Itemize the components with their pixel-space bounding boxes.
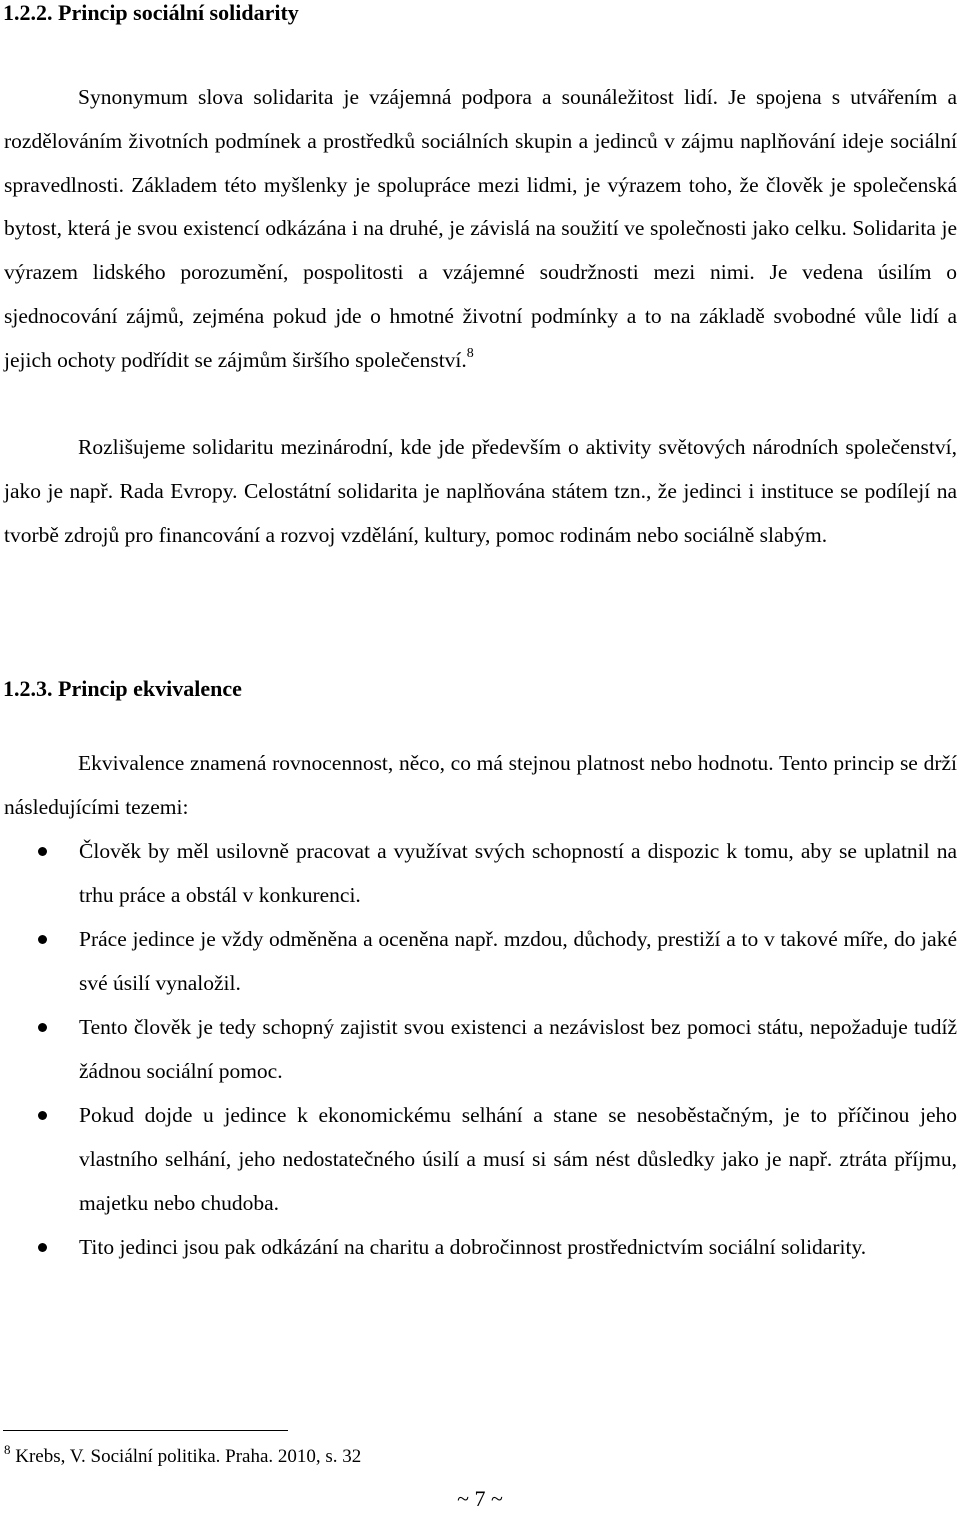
footnote-reference[interactable]: 8 <box>466 345 474 361</box>
list-item <box>0 1225 957 1269</box>
bullet-icon <box>38 1243 47 1252</box>
list-item <box>0 829 957 917</box>
page-number: ~ 7 ~ <box>457 1486 503 1511</box>
bullet-icon <box>38 1023 47 1032</box>
list-item-text: Tento člověk je tedy schopný zajistit svou existenci a nezávislost bez pomoci státu, nepožaduje tudíž žádnou sociální pomoc. <box>79 1015 957 1083</box>
footnote-number: 8 <box>4 1442 11 1457</box>
section-heading-solidarity: 1.2.2. Princip sociální solidarity <box>3 0 299 25</box>
paragraph-solidarity-definition <box>4 76 957 383</box>
list-item-text: Člověk by měl usilovně pracovat a využívat svých schopností a dispozic k tomu, aby se uplatnil na trhu práce a obstál v konkurenci. <box>79 839 957 907</box>
list-item-text: Tito jedinci jsou pak odkázání na charitu a dobročinnost prostřednictvím sociální solidarity. <box>79 1235 867 1259</box>
section-heading-equivalence: 1.2.3. Princip ekvivalence <box>3 676 242 701</box>
equivalence-theses-list <box>0 829 960 1269</box>
bullet-icon <box>38 847 47 856</box>
bullet-icon <box>38 1111 47 1120</box>
paragraph-text: Ekvivalence znamená rovnocennost, něco, co má stejnou platnost nebo hodnotu. Tento princip se drží následujícími tezemi: <box>4 751 957 819</box>
list-item-text: Pokud dojde u jedince k ekonomickému selhání a stane se nesoběstačným, je to příčinou jeho vlastního selhání, jeho nedostatečného úsilí a musí si sám nést důsledky jako je např. ztráta příjmu, majetku nebo chudoba. <box>79 1103 957 1215</box>
footnote <box>4 1442 362 1469</box>
list-item-text: Práce jedince je vždy odměněna a oceněna např. mzdou, důchody, prestiží a to v takové míře, do jaké své úsilí vynaložil. <box>79 927 957 995</box>
list-item <box>0 1093 957 1225</box>
paragraph-equivalence-definition <box>4 742 957 830</box>
list-item <box>0 917 957 1005</box>
list-item <box>0 1005 957 1093</box>
bullet-icon <box>38 935 47 944</box>
footnote-text: Krebs, V. Sociální politika. Praha. 2010, s. 32 <box>15 1446 362 1467</box>
paragraph-text: Rozlišujeme solidaritu mezinárodní, kde jde především o aktivity světových národních společenství, jako je např. Rada Evropy. Celostátní solidarita je naplňována státem tzn., že jedinci i instituce se podílejí na tvorbě zdrojů pro financování a rozvoj vzdělání, kultury, pomoc rodinám nebo sociálně slabým. <box>4 435 957 547</box>
paragraph-text: Synonymum slova solidarita je vzájemná podpora a sounáležitost lidí. Je spojena s utvářením a rozdělováním životních podmínek a prostředků sociálních skupin a jedinců v zájmu naplňování ideje sociální spravedlnosti. Základem této myšlenky je spolupráce mezi lidmi, je výrazem toho, že člověk je společenská bytost, která je svou existencí odkázána i na druhé, je závislá na soužití ve společnosti jako celku. Solidarita je výrazem lidského porozumění, pospolitosti a vzájemné soudržnosti mezi nimi. Je vedena úsilím o sjednocování zájmů, zejména pokud jde o hmotné životní podmínky a to na základě svobodné vůle lidí a jejich ochoty podřídit se zájmům širšího společenství. <box>4 85 957 372</box>
paragraph-solidarity-types <box>4 426 957 557</box>
footnote-divider <box>3 1430 288 1431</box>
